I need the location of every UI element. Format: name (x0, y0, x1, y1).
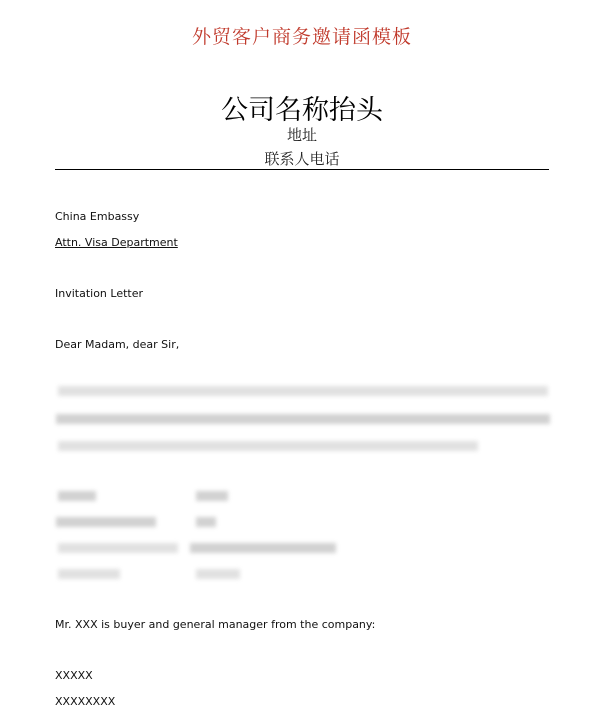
buyer-line: Mr. XXX is buyer and general manager from the company: (55, 618, 376, 631)
document-title: 外贸客户商务邀请函模板 (191, 26, 412, 48)
placeholder-line-2: XXXXXXXX (55, 695, 116, 708)
header-divider (55, 169, 549, 170)
company-name-header: 公司名称抬头 (221, 95, 383, 126)
department-line: Attn. Visa Department (55, 236, 178, 249)
subject-line: Invitation Letter (55, 287, 144, 300)
placeholder-line-1: XXXXX (55, 669, 93, 682)
recipient-line: China Embassy (55, 210, 140, 223)
company-address: 地址 (286, 126, 317, 144)
company-contact: 联系人电话 (264, 150, 340, 168)
salutation-line: Dear Madam, dear Sir, (55, 338, 180, 351)
